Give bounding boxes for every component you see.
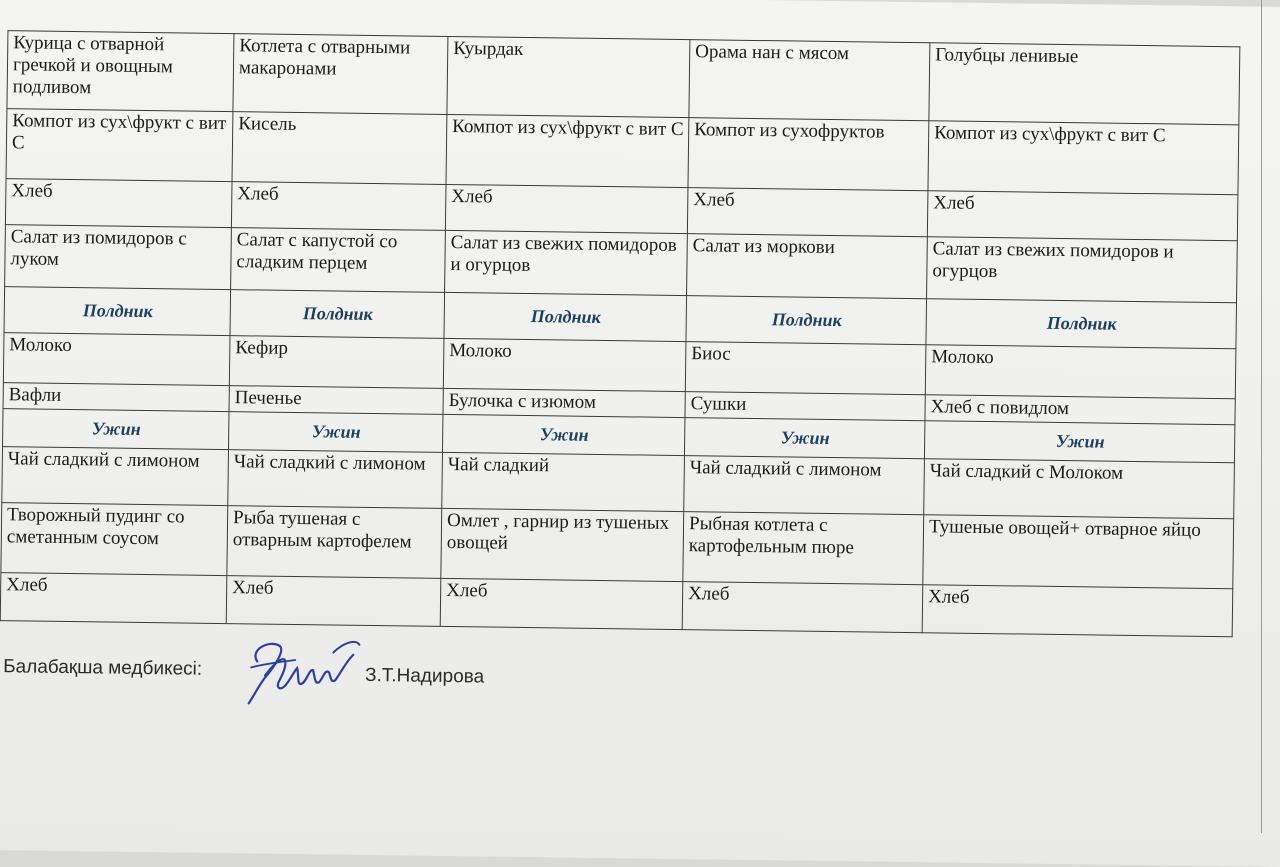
- menu-cell: Хлеб: [687, 188, 928, 237]
- menu-cell: Чай сладкий с лимоном: [2, 447, 229, 506]
- section-header-cell: Полдник: [230, 290, 445, 339]
- menu-cell: Компот из сух\фрукт с вит С: [6, 109, 233, 182]
- menu-cell: Чай сладкий с Молоком: [924, 459, 1235, 519]
- menu-cell: Салат из свежих помидоров и огурцов: [927, 237, 1238, 303]
- menu-table: [0, 30, 1240, 637]
- menu-cell: Тушеные овощей+ отварное яйцо: [923, 515, 1234, 589]
- footer: [1, 650, 1233, 826]
- menu-cell: Чай сладкий: [442, 452, 685, 511]
- menu-cell: Рыбная котлета с картофельным пюре: [683, 512, 924, 585]
- menu-cell: Котлета с отварными макаронами: [233, 34, 448, 115]
- menu-cell: Хлеб: [682, 582, 923, 633]
- menu-cell: Печенье: [229, 386, 443, 415]
- section-header-cell: Полдник: [444, 292, 687, 341]
- menu-cell: Сушки: [685, 392, 925, 421]
- menu-cell: Кефир: [229, 336, 444, 389]
- menu-cell: Салат из свежих помидоров и огурцов: [445, 230, 688, 295]
- menu-cell: Творожный пудинг со сметанным соусом: [1, 503, 228, 576]
- section-header-cell: Ужин: [684, 418, 924, 459]
- menu-cell: Орама нан с мясом: [689, 40, 930, 121]
- menu-cell: Компот из сух\фрукт с вит С: [446, 114, 689, 187]
- menu-cell: Хлеб: [927, 191, 1238, 241]
- menu-cell: Хлеб: [445, 184, 688, 233]
- menu-cell: Кисель: [232, 112, 447, 185]
- menu-cell: Курица с отварной гречкой и овощным подливом: [7, 31, 234, 112]
- section-header-cell: Ужин: [442, 414, 684, 455]
- section-header-cell: Полдник: [4, 287, 231, 336]
- menu-cell: Хлеб: [0, 573, 227, 624]
- menu-cell: Хлеб: [226, 576, 441, 627]
- menu-cell: Хлеб с повидлом: [925, 395, 1235, 425]
- menu-cell: Салат с капустой со сладким перцем: [231, 228, 446, 293]
- menu-cell: Компот из сухофруктов: [688, 118, 929, 191]
- menu-cell: Хлеб: [5, 179, 232, 228]
- nurse-name: З.Т.Надирова: [364, 664, 485, 688]
- menu-cell: Рыба тушеная с отварным картофелем: [227, 506, 442, 579]
- menu-cell: Салат из помидоров с луком: [5, 225, 232, 290]
- menu-cell: Молоко: [3, 333, 230, 386]
- menu-cell: Чай сладкий с лимоном: [684, 456, 925, 515]
- menu-cell: Компот из сух\фрукт с вит С: [928, 121, 1239, 195]
- menu-table-body: [0, 31, 1240, 637]
- menu-cell: Хлеб: [922, 585, 1233, 637]
- section-header-cell: Ужин: [229, 412, 443, 453]
- menu-cell: Омлет , гарнир из тушеных овощей: [441, 508, 684, 581]
- menu-cell: Голубцы ленивые: [929, 43, 1240, 125]
- menu-cell: Булочка с изюмом: [443, 388, 685, 417]
- menu-cell: Биос: [685, 342, 926, 395]
- menu-cell: Хлеб: [231, 182, 446, 231]
- signature-image: [235, 631, 364, 711]
- section-header-cell: Ужин: [3, 409, 229, 450]
- page-edge-line: [1261, 0, 1262, 833]
- section-header-cell: Полдник: [686, 296, 927, 345]
- menu-cell: Молоко: [925, 345, 1236, 399]
- section-header-cell: Полдник: [926, 299, 1237, 349]
- menu-cell: Чай сладкий с лимоном: [228, 450, 443, 509]
- menu-cell: Вафли: [3, 383, 229, 412]
- nurse-label: Балабақша медбикесі:: [3, 656, 203, 680]
- menu-cell: Молоко: [443, 338, 686, 391]
- menu-cell: Салат из моркови: [687, 234, 928, 299]
- menu-cell: Куырдак: [447, 36, 690, 117]
- section-header-cell: Ужин: [924, 421, 1234, 463]
- menu-cell: Хлеб: [440, 578, 683, 629]
